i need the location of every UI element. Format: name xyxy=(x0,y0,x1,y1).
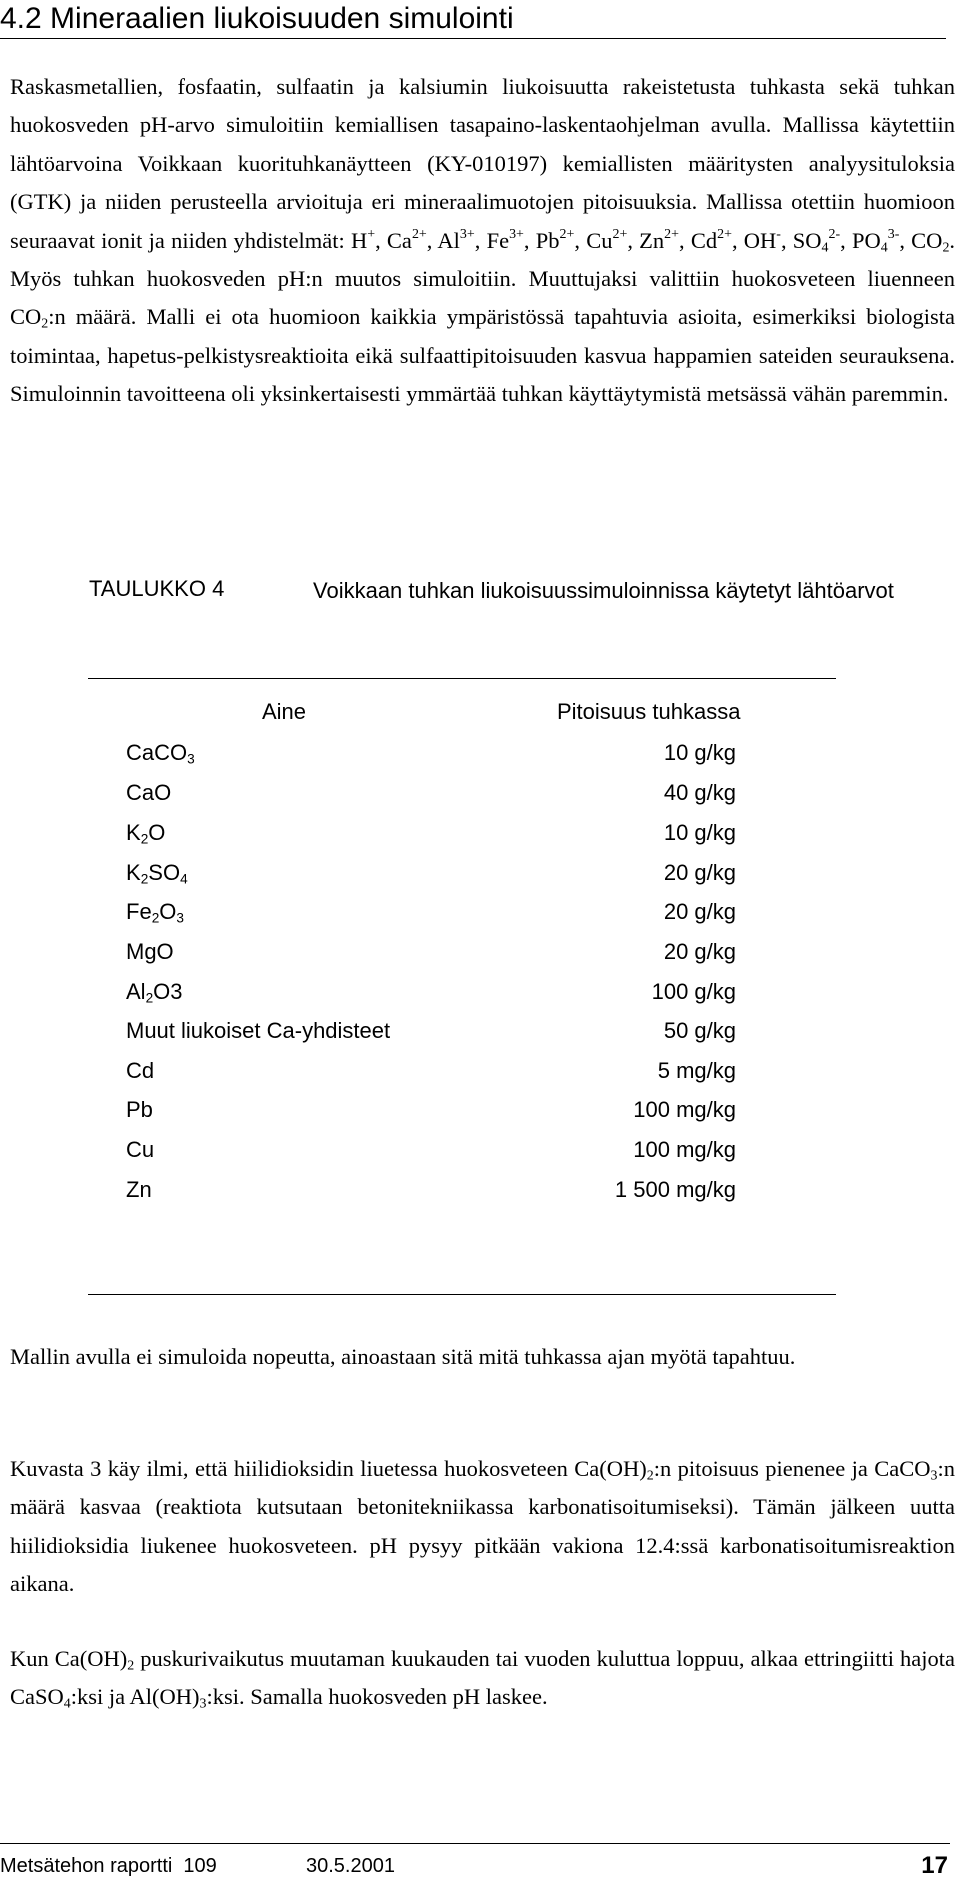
content-value: 100 mg/kg xyxy=(633,1137,736,1162)
intro-paragraph: Raskasmetallien, fosfaatin, sulfaatin ja kalsiumin liukoisuutta rakeistetusta tuhkasta sekä tuhkan huokosveden pH-arvo simuloitiin kemiallisen tasapaino-laskentaohjelman avulla. Mallissa käytettiin lähtöarvoina Voikkaan kuorituhkanäytteen (KY-010197) kemiallisten määritysten analyysituloksia (GTK) ja niiden perusteella arvioituja eri mineraalimuotojen pitoisuuksia. Mallissa otettiin huomioon seuraavat ionit ja niiden yhdistelmät: H+, $Ca^{2+}$, $Al^{3+}$, $Fe^{3+}$, $Pb^{2+}$, $Cu^{2+}$, $Zn^{2+}$, $Cd^{2+}$, OH-, $SO_4^{2-}$, $PO_4^{3-}$, $CO_2$. Myös tuhkan huokosveden pH:n muutos simuloitiin. Muuttujaksi valittiin huokosveteen liuenneen $CO_2:n$ määrä. Malli ei ota huomioon kaikkia ympäristössä tapahtuvia asioita, esimerkiksi biologista toimintaa, hapetus-pelkistysreaktioita eikä sulfaattipitoisuuden kasvua happamien sateiden seurauksena. Simuloinnin tavoitteena oli yksinkertaisesti ymmärtää tuhkan käyttäytymistä metsässä vähän paremmin. xyxy=(10,74,956,407)
page-number: 17 xyxy=(921,1852,948,1879)
section-heading: 4.2 Mineraalien liukoisuuden simulointi xyxy=(0,0,946,39)
substance-name: Muut liukoiset Ca-yhdisteet xyxy=(126,1018,391,1043)
substance-name: MgO xyxy=(126,939,174,964)
footer-publication: Metsätehon raportti 109 xyxy=(0,1855,217,1877)
ash-composition-table xyxy=(88,678,836,1295)
table-label: TAULUKKO 4 xyxy=(89,576,225,601)
content-value: 100 mg/kg xyxy=(633,1097,736,1122)
intro-text-a: Raskasmetallien, fosfaatin, sulfaatin ja kalsiumin liukoisuutta rakeistetusta tuhkasta sekä tuhkan huokosveden pH-arvo simuloitiin kemiallisen tasapaino-laskentaohjelman avulla. Mallissa käytettiin lähtöarvoina Voikkaan kuorituhkanäytteen (KY-010197) kemiallisten määritysten analyysituloksia (GTK) ja niiden perusteella arvioituja eri mineraalimuotojen pitoisuuksia. Mallissa otettiin huomioon seuraavat ionit ja niiden yhdistelmät: H xyxy=(10,74,955,253)
content-value: 10 g/kg xyxy=(663,820,736,845)
substance-name: CaO xyxy=(126,780,172,805)
content-value: 5 mg/kg xyxy=(657,1058,736,1083)
substance-name: $K_2O$ xyxy=(126,820,166,847)
content-value: 100 g/kg xyxy=(651,979,736,1004)
table-row xyxy=(88,1175,836,1223)
substance-name: Zn xyxy=(126,1177,152,1202)
carbonation-text-c: :n määrä kasvaa (reaktiota kutsutaan betonitekniikassa karbonatisoitumiseksi). Tämän jälkeen uutta hiilidioksidia liukenee huokosveteen. pH pysyy pitkään vakiona 12.4:ssä karbonatisoitumisreaktion aikana. xyxy=(10,1456,955,1597)
carbonation-paragraph: Kuvasta 3 käy ilmi, että hiilidioksidin liuetessa huokosveteen $Ca(OH)_2:n$ pitoisuus pienenee ja CaCO$_3$:n määrä kasvaa (reaktiota kutsutaan betonitekniikassa karbonatisoitumiseksi). Tämän jälkeen uutta hiilidioksidia liukenee huokosveteen. pH pysyy pitkään vakiona 12.4:ssä karbonatisoitumisreaktion aikana. xyxy=(10,1456,955,1597)
content-value: 1 500 mg/kg xyxy=(614,1177,736,1202)
footer-date: 30.5.2001 xyxy=(306,1855,395,1877)
page-footer xyxy=(0,1843,950,1888)
substance-name: Cu xyxy=(126,1137,155,1162)
content-value: 10 g/kg xyxy=(663,740,736,765)
column-header-content: Pitoisuus tuhkassa xyxy=(557,699,741,724)
content-value: 20 g/kg xyxy=(663,939,736,964)
buffer-paragraph: Kun $Ca(OH)_2$ puskurivaikutus muutaman kuukauden tai vuoden kuluttua loppuu, alkaa ettringiitti hajota CaSO$_4$:ksi ja $Al(OH)_3:ksi$. Samalla huokosveden pH laskee. xyxy=(10,1646,955,1712)
substance-name: CaCO$_3$ xyxy=(126,740,195,767)
intro-text-b: . Myös tuhkan huokosveden pH:n muutos simuloitiin. Muuttujaksi valittiin huokosveteen liuenneen CO xyxy=(10,227,956,330)
carbonation-text-a: Kuvasta 3 käy ilmi, että hiilidioksidin liuetessa huokosveteen Ca(OH) xyxy=(10,1456,647,1481)
content-value: 50 g/kg xyxy=(663,1018,736,1043)
buffer-text-c: :ksi ja Al(OH) xyxy=(70,1684,200,1710)
substance-name: Cd xyxy=(126,1058,155,1083)
content-value: 20 g/kg xyxy=(663,899,736,924)
content-value: 40 g/kg xyxy=(663,780,736,805)
substance-name: $Fe_2O_3$ xyxy=(126,899,184,926)
table-title: Voikkaan tuhkan liukoisuussimuloinnissa käytetyt lähtöarvot xyxy=(313,578,894,603)
content-value: 20 g/kg xyxy=(663,860,736,885)
substance-name: $K_2SO_4$ xyxy=(126,860,188,887)
buffer-text-d: :ksi. Samalla huokosveden pH laskee. xyxy=(206,1684,548,1710)
substance-name: $Al_2O3$ xyxy=(126,979,183,1006)
buffer-text-a: Kun Ca(OH) xyxy=(10,1646,128,1671)
carbonation-text-b: :n pitoisuus pienenee ja CaCO xyxy=(653,1456,931,1481)
simulation-note-paragraph: Mallin avulla ei simuloida nopeutta, ainoastaan sitä mitä tuhkassa ajan myötä tapahtuu. xyxy=(10,1344,796,1369)
intro-text-c: :n määrä. Malli ei ota huomioon kaikkia ympäristössä tapahtuvia asioita, esimerkiksi biologista toimintaa, hapetus-pelkistysreaktioita eikä sulfaattipitoisuuden kasvua happamien sateiden seurauksena. Simuloinnin tavoitteena oli yksinkertaisesti ymmärtää tuhkan käyttäytymistä metsässä vähän paremmin. xyxy=(10,304,955,407)
substance-name: Pb xyxy=(126,1097,153,1122)
buffer-text-b: puskurivaikutus muutaman kuukauden tai vuoden kuluttua loppuu, alkaa ettringiitti hajota CaSO xyxy=(10,1646,955,1710)
column-header-substance: Aine xyxy=(262,699,307,724)
